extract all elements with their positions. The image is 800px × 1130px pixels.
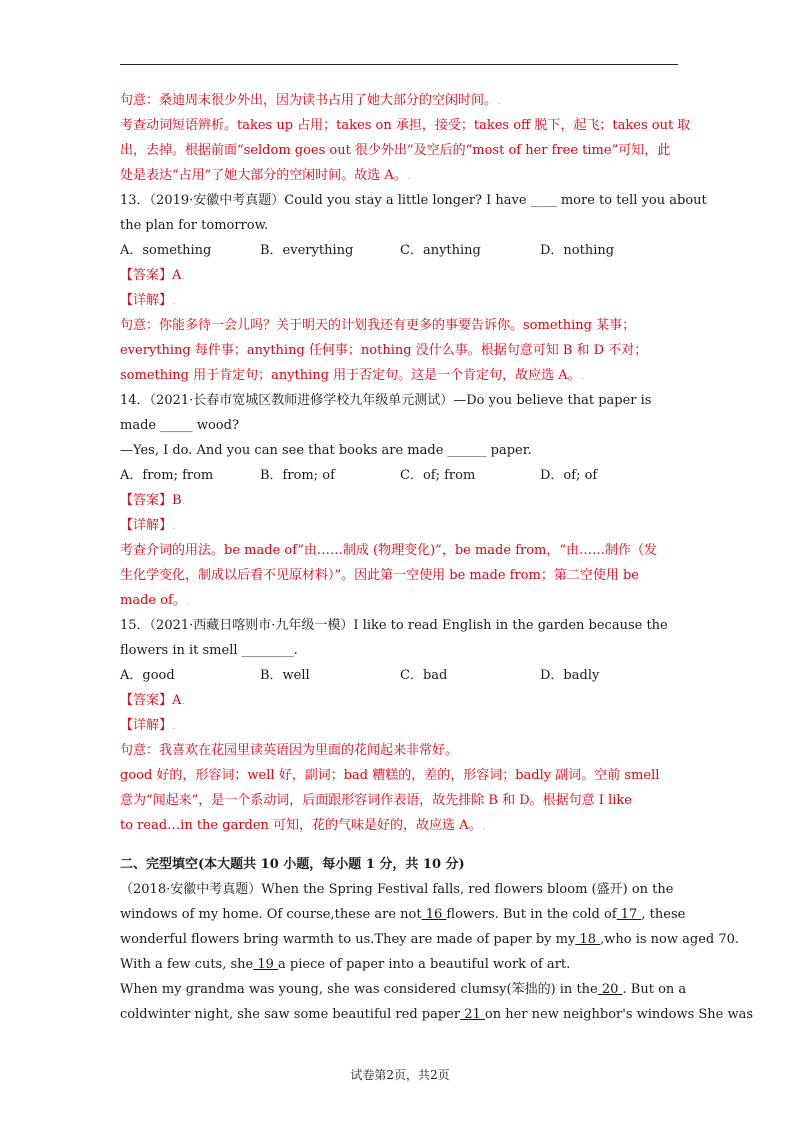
passage-line: wonderful flowers bring warmth to us.They are made of paper by my 18 ,who is now aged 70. — [120, 932, 740, 947]
passage-line: coldwinter night, she saw some beautiful red paper 21 on her new neighbor's windows She was — [120, 1007, 754, 1022]
option-b: B．everything — [260, 243, 354, 258]
q15-detail-label: 【详解】. — [120, 718, 176, 733]
option-c: C．bad — [400, 668, 448, 683]
q14-stem: —Yes, I do. And you can see that books are made ______ paper. — [120, 443, 532, 458]
blank-17: 17 — [616, 907, 642, 922]
blank-18: 18 — [575, 932, 601, 947]
q15-stem: flowers in it smell ________. — [120, 643, 298, 658]
blank-20: 20 — [597, 982, 623, 997]
blank-21: 21 — [460, 1007, 485, 1022]
passage-line: With a few cuts, she 19 a piece of paper into a beautiful work of art. — [120, 957, 571, 972]
q15-exp-line: 句意：我喜欢在花园里读英语因为里面的花闻起来非常好。 — [120, 743, 459, 758]
q12-exp-line: 出，去掉。根据前面“seldom goes out 很少外出”及空后的“most of her free time”可知，此 — [120, 143, 671, 158]
passage-line: （2018·安徽中考真题）When the Spring Festival falls, red flowers bloom (盛开) on the — [120, 882, 674, 897]
option-b: B．from; of — [260, 468, 335, 483]
q14-detail-label: 【详解】. — [120, 518, 176, 533]
q15-stem: 15．（2021·西藏日喀则市·九年级一模）I like to read English in the garden because the — [120, 618, 668, 633]
page-content — [120, 88, 754, 1027]
q12-meaning: 句意：桑迪周末很少外出，因为读书占用了她大部分的空闲时间。. — [120, 93, 501, 108]
q15-exp-line: to read…in the garden 可知，花的气味是好的，故应选 A。. — [120, 818, 485, 833]
q14-exp-line: made of。. — [120, 593, 190, 608]
q13-exp-line: everything 每件事；anything 任何事；nothing 没什么事。根据句意可知 B 和 D 不对； — [120, 343, 648, 358]
header-rule — [120, 64, 678, 65]
q14-options — [120, 463, 680, 488]
q15-options — [120, 663, 680, 688]
q14-exp-line: 生化学变化，制成以后看不见原材料）”。因此第一空使用 be made from；第二空使用 be — [120, 568, 639, 583]
q15-exp-line: good 好的，形容词；well 好，副词；bad 糟糕的，差的，形容词；badly 副词。空前 smell — [120, 768, 660, 783]
option-a: A．from; from — [120, 468, 214, 483]
option-a: A．something — [120, 243, 212, 258]
q15-exp-line: 意为“闻起来”，是一个系动词，后面跟形容词作表语，故先排除 B 和 D。根据句意 I like — [120, 793, 632, 808]
q14-exp-line: 考查介词的用法。be made of“由……制成 (物理变化)”，be made from，“由……制作（发 — [120, 543, 658, 558]
q15-answer: 【答案】A. — [120, 693, 185, 708]
q14-stem: 14．（2021·长春市宽城区教师进修学校九年级单元测试）—Do you believe that paper is — [120, 393, 652, 408]
option-d: D．nothing — [540, 243, 615, 258]
option-a: A．good — [120, 668, 175, 683]
section-title: 二、完型填空(本大题共 10 小题，每小题 1 分，共 10 分) — [120, 857, 465, 872]
q12-exp-line: 考查动词短语辨析。takes up 占用；takes on 承担，接受；takes off 脱下，起飞；takes out 取 — [120, 118, 691, 133]
q14-answer: 【答案】B. — [120, 493, 185, 508]
q13-stem: the plan for tomorrow. — [120, 218, 269, 233]
q14-stem: made _____ wood? — [120, 418, 239, 433]
q13-exp-line: something 用于肯定句；anything 用于否定句。这是一个肯定句，故应选 A。. — [120, 368, 584, 383]
q12-exp-line: 处是表达“占用”了她大部分的空闲时间。故选 A。. — [120, 168, 411, 183]
passage-line: When my grandma was young, she was considered clumsy(笨拙的) in the 20 . But on a — [120, 982, 687, 997]
q13-detail-label: 【详解】. — [120, 293, 176, 308]
q13-exp-line: 句意：你能多待一会儿吗？关于明天的计划我还有更多的事要告诉你。something 某事； — [120, 318, 636, 333]
option-d: D．badly — [540, 668, 600, 683]
option-b: B．well — [260, 668, 310, 683]
option-c: C．of; from — [400, 468, 476, 483]
q13-options — [120, 238, 680, 263]
page-footer: 试卷第2页，共2页 — [350, 1068, 450, 1082]
q13-answer: 【答案】A. — [120, 268, 185, 283]
option-d: D．of; of — [540, 468, 598, 483]
blank-19: 19 — [253, 957, 279, 972]
q13-stem: 13．（2019·安徽中考真题）Could you stay a little longer? I have ____ more to tell you about — [120, 193, 707, 208]
option-c: C．anything — [400, 243, 481, 258]
blank-16: 16 — [421, 907, 447, 922]
passage-line: windows of my home. Of course,these are not 16 flowers. But in the cold of 17 , these — [120, 907, 686, 922]
